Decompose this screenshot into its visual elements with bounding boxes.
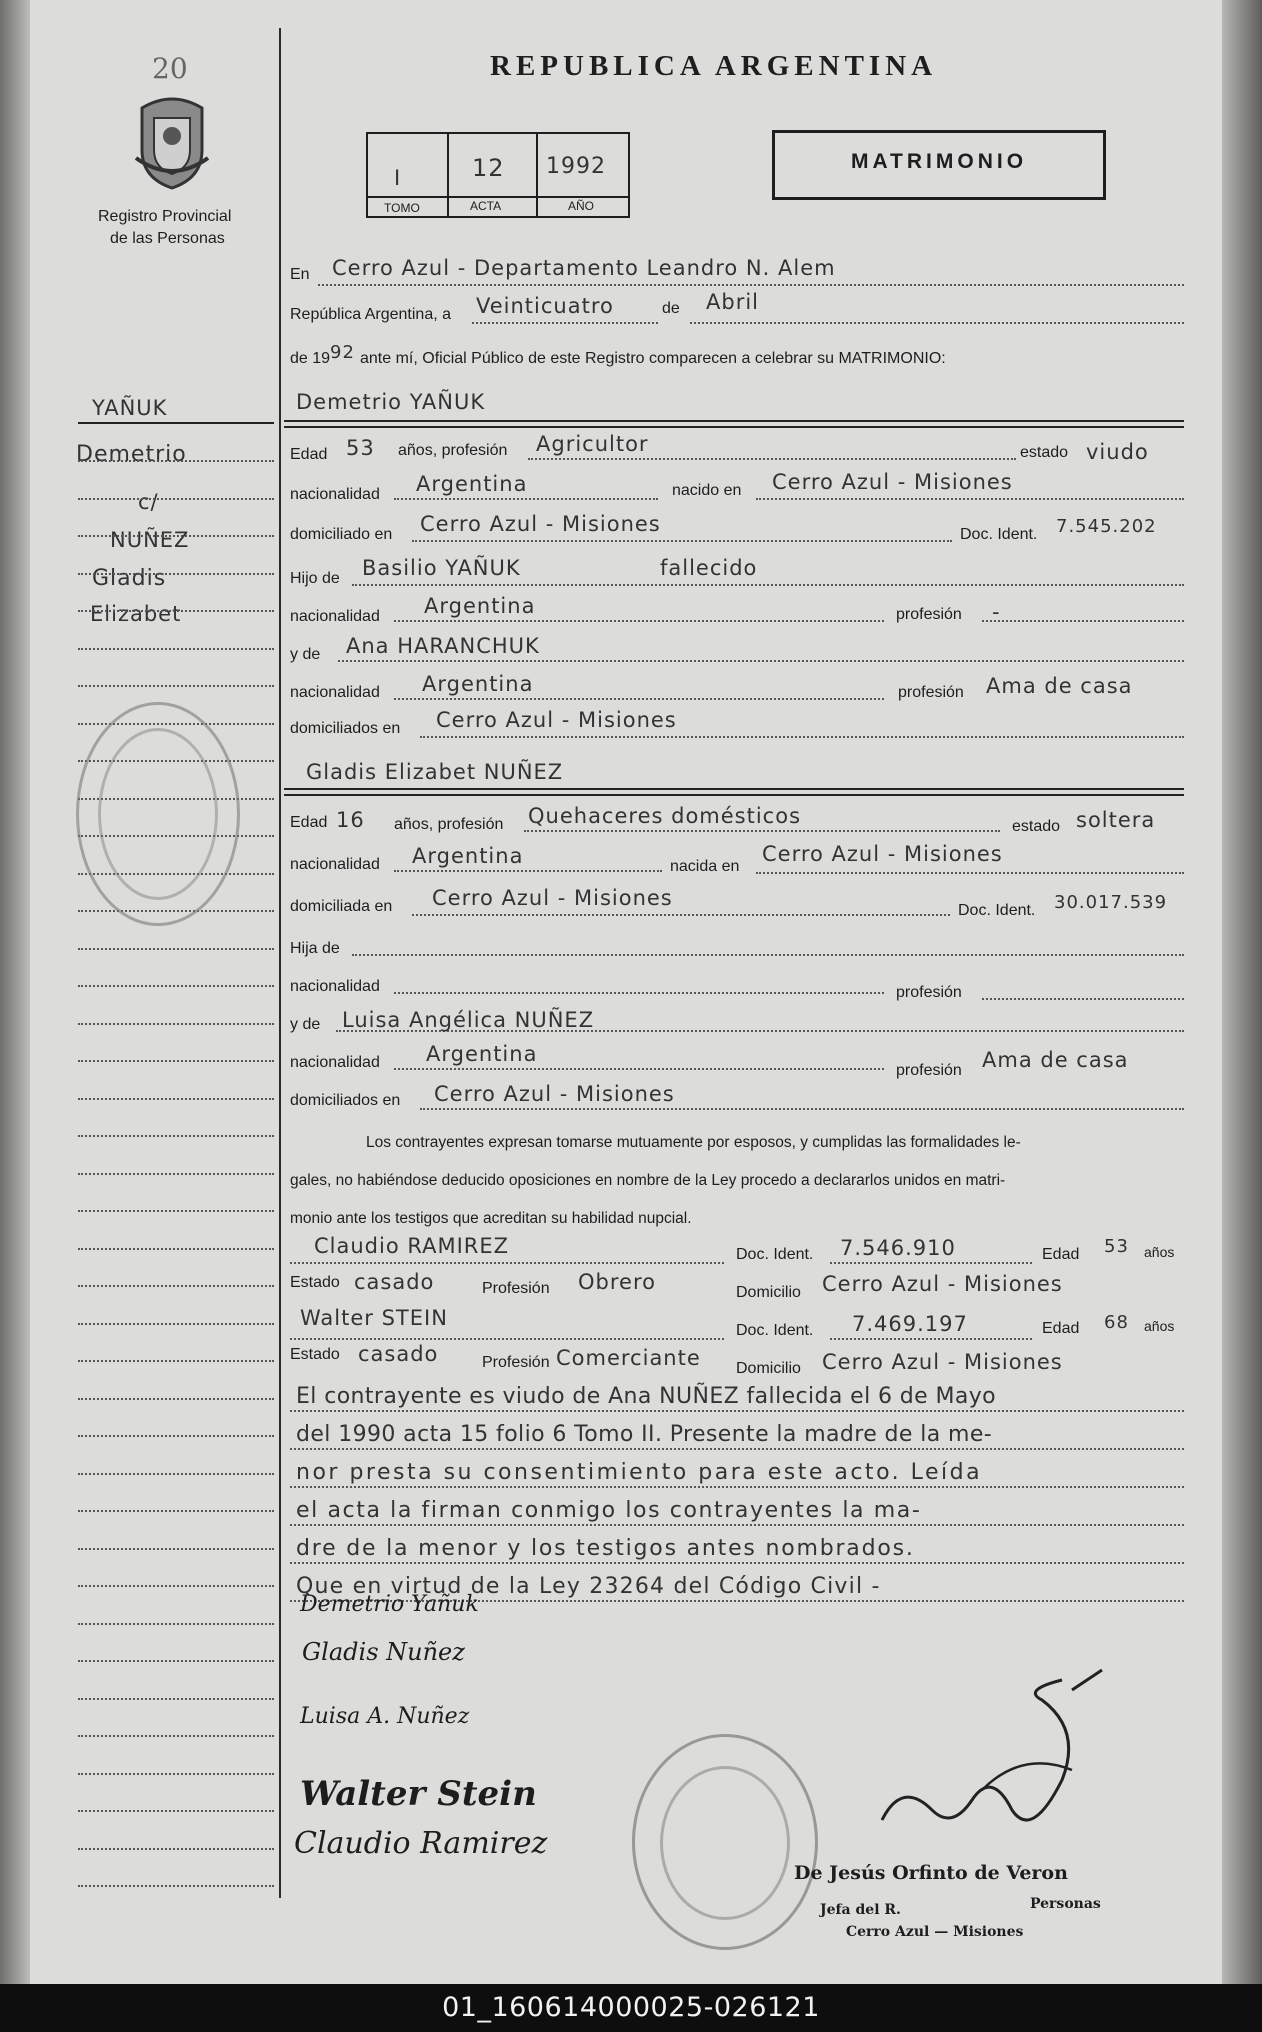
label-nacionalidad: nacionalidad — [290, 856, 380, 873]
label-doc-ident: Doc. Ident. — [736, 1246, 814, 1263]
label-domiciliada-en: domiciliada en — [290, 898, 393, 915]
bride-mother-profession: Ama de casa — [982, 1048, 1129, 1072]
record-box-divider — [447, 132, 449, 218]
registry-name-line2: de las Personas — [110, 230, 225, 247]
margin-divider — [279, 28, 281, 1898]
note-line: dre de la menor y los testigos antes nombrados. — [296, 1536, 915, 1561]
groom-mother-nationality: Argentina — [422, 672, 534, 696]
witness2-doc: 7.469.197 — [852, 1312, 968, 1336]
witness2-domicile: Cerro Azul - Misiones — [822, 1350, 1063, 1374]
margin-ruled-line — [78, 1810, 274, 1812]
margin-ruled-line — [78, 985, 274, 987]
margin-ruled-line — [78, 573, 274, 575]
signature-witness2: Walter Stein — [300, 1774, 537, 1814]
groom-father-profession-line — [982, 620, 1184, 622]
note-ruled-line — [290, 1524, 1184, 1526]
margin-ruled-line — [78, 1548, 274, 1550]
acta-label: ACTA — [470, 199, 502, 213]
margin-ruled-line — [78, 535, 274, 537]
note-line: El contrayente es viudo de Ana NUÑEZ fallecida el 6 de Mayo — [296, 1384, 997, 1409]
groom-father-note: fallecido — [660, 556, 758, 580]
label-profesion: profesión — [896, 984, 962, 1001]
groom-domicile: Cerro Azul - Misiones — [420, 512, 661, 536]
margin-underline — [78, 422, 274, 424]
witness2-doc-line — [830, 1338, 1032, 1340]
label-profesion: profesión — [896, 1062, 962, 1079]
bride-father-profession-line — [982, 998, 1184, 1000]
label-doc-ident: Doc. Ident. — [958, 902, 1036, 919]
margin-ruled-line — [78, 1098, 274, 1100]
margin-ruled-line — [78, 498, 274, 500]
groom-parents-domicile-line — [420, 736, 1184, 738]
margin-ruled-line — [78, 1735, 274, 1737]
bride-profession-line — [524, 830, 1000, 832]
margin-ruled-line — [78, 1135, 274, 1137]
groom-section-top-line — [284, 420, 1184, 422]
witness2-status: casado — [358, 1342, 439, 1366]
margin-ruled-line — [78, 1398, 274, 1400]
witness2-age: 68 — [1104, 1312, 1129, 1333]
label-edad: Edad — [1042, 1246, 1080, 1263]
page-number: 20 — [152, 52, 188, 85]
groom-mother-nationality-line — [394, 698, 884, 700]
groom-profession: Agricultor — [536, 432, 649, 456]
margin-ruled-line — [78, 1023, 274, 1025]
label-profesion: profesión — [898, 684, 964, 701]
label-domicilio: Domicilio — [736, 1284, 801, 1301]
margin-ruled-line — [78, 1885, 274, 1887]
tomo-value: I — [394, 166, 402, 190]
witness1-domicile: Cerro Azul - Misiones — [822, 1272, 1063, 1296]
groom-parents-domicile: Cerro Azul - Misiones — [436, 708, 677, 732]
bride-father-nationality-line — [394, 992, 884, 994]
margin-bride-name1: Gladis — [92, 566, 167, 591]
record-type-label: MATRIMONIO — [850, 150, 1028, 173]
groom-doc-ident: 7.545.202 — [1056, 516, 1157, 537]
label-domiciliados-en: domiciliados en — [290, 1092, 401, 1109]
margin-connector: c/ — [138, 490, 159, 514]
groom-father-line — [352, 584, 1184, 586]
signature-groom: Demetrio Yañuk — [300, 1592, 479, 1617]
tomo-label: TOMO — [384, 201, 420, 215]
bride-domicile: Cerro Azul - Misiones — [432, 886, 673, 910]
label-nacionalidad: nacionalidad — [290, 978, 380, 995]
label-nacida-en: nacida en — [670, 858, 740, 875]
page-right-edge — [1222, 0, 1262, 1984]
label-estado: estado — [1012, 818, 1061, 835]
bride-status: soltera — [1076, 808, 1156, 832]
bride-mother-nationality-line — [394, 1068, 884, 1070]
groom-birthplace-line — [756, 498, 1184, 500]
margin-ruled-line — [78, 1510, 274, 1512]
note-line: nor presta su consentimiento para este acto. Leída — [296, 1460, 983, 1485]
record-box-divider — [366, 196, 630, 198]
bride-nationality-line — [394, 870, 662, 872]
groom-nationality: Argentina — [416, 472, 528, 496]
label-anos: años — [1144, 1318, 1175, 1334]
intro-place: Cerro Azul - Departamento Leandro N. Alem — [332, 256, 836, 280]
bride-section-top-line — [284, 788, 1184, 790]
margin-ruled-line — [78, 1473, 274, 1475]
margin-groom-name: Demetrio — [76, 442, 187, 467]
image-identifier: 01_160614000025-026121 — [0, 1984, 1262, 2032]
label-nacionalidad: nacionalidad — [290, 684, 380, 701]
margin-ruled-line — [78, 1435, 274, 1437]
signature-witness1: Claudio Ramirez — [294, 1826, 548, 1861]
margin-ruled-line — [78, 610, 274, 612]
bride-section-bottom-line — [284, 794, 1184, 796]
margin-ruled-line — [78, 1585, 274, 1587]
bride-parents-domicile: Cerro Azul - Misiones — [434, 1082, 675, 1106]
label-hija-de: Hija de — [290, 940, 340, 957]
label-estado: Estado — [290, 1274, 340, 1291]
bride-full-name: Gladis Elizabet NUÑEZ — [306, 760, 564, 784]
bride-doc-ident: 30.017.539 — [1054, 892, 1168, 913]
witness2-name: Walter STEIN — [300, 1306, 448, 1330]
margin-bride-name2: Elizabet — [90, 602, 182, 626]
signature-bride: Gladis Nuñez — [302, 1638, 465, 1666]
margin-bride-surname: NUÑEZ — [110, 528, 190, 552]
margin-ruled-line — [78, 948, 274, 950]
label-nacido-en: nacido en — [672, 482, 742, 499]
bride-age: 16 — [336, 808, 365, 832]
note-line: del 1990 acta 15 folio 6 Tomo II. Presente la madre de la me- — [296, 1422, 993, 1447]
groom-birthplace: Cerro Azul - Misiones — [772, 470, 1013, 494]
margin-ruled-line — [78, 1060, 274, 1062]
note-ruled-line — [290, 1448, 1184, 1450]
witness1-name: Claudio RAMIREZ — [314, 1234, 510, 1258]
coat-of-arms-icon — [130, 88, 214, 192]
groom-father-nationality: Argentina — [424, 594, 536, 618]
label-estado: Estado — [290, 1346, 340, 1363]
witness1-status: casado — [354, 1270, 435, 1294]
margin-ruled-line — [78, 460, 274, 462]
groom-mother-profession: Ama de casa — [986, 674, 1133, 698]
official-title: Jefa del R. — [820, 1902, 901, 1918]
witness2-profession: Comerciante — [556, 1346, 701, 1370]
label-y-de: y de — [290, 1016, 321, 1033]
signature-bride-mother: Luisa A. Nuñez — [300, 1704, 470, 1729]
label-profesion: profesión — [896, 606, 962, 623]
label-republica: República Argentina, a — [290, 306, 451, 323]
groom-father-profession: - — [992, 600, 1001, 624]
registry-name-line1: Registro Provincial — [98, 208, 232, 225]
label-ante-mi: ante mí, Oficial Público de este Registro comparecen a celebrar su MATRIMONIO: — [360, 350, 946, 367]
bride-birthplace: Cerro Azul - Misiones — [762, 842, 1003, 866]
book-binding-shadow — [0, 0, 30, 1984]
groom-mother: Ana HARANCHUK — [346, 634, 540, 658]
margin-ruled-line — [78, 685, 274, 687]
label-profesion: Profesión — [482, 1280, 550, 1297]
place-line — [318, 284, 1184, 286]
margin-groom-surname: YAÑUK — [92, 396, 168, 420]
official-office: Personas — [1030, 1896, 1101, 1912]
label-domicilio: Domicilio — [736, 1360, 801, 1377]
margin-ruled-line — [78, 648, 274, 650]
official-signature-scribble — [862, 1660, 1122, 1850]
margin-ruled-line — [78, 1848, 274, 1850]
groom-domicile-line — [412, 540, 952, 542]
label-edad: Edad — [1042, 1320, 1080, 1337]
margin-ruled-line — [78, 1360, 274, 1362]
groom-full-name: Demetrio YAÑUK — [296, 390, 486, 414]
note-ruled-line — [290, 1486, 1184, 1488]
label-nacionalidad: nacionalidad — [290, 486, 380, 503]
note-line: el acta la firman conmigo los contrayentes la ma- — [296, 1498, 922, 1523]
margin-ruled-line — [78, 1285, 274, 1287]
margin-stamp-inner — [98, 728, 218, 900]
groom-section-bottom-line — [284, 426, 1184, 428]
declaration-line3: monio ante los testigos que acreditan su habilidad nupcial. — [290, 1210, 692, 1227]
label-y-de: y de — [290, 646, 321, 663]
groom-father-nationality-line — [394, 620, 884, 622]
margin-ruled-line — [78, 1248, 274, 1250]
official-name: De Jesús Orfinto de Veron — [794, 1862, 1068, 1884]
month-line — [690, 322, 1184, 324]
label-edad: Edad — [290, 446, 328, 463]
label-de-anio: de 19 — [290, 350, 331, 367]
bride-birthplace-line — [756, 872, 1184, 874]
groom-age: 53 — [346, 436, 375, 460]
label-de: de — [662, 300, 680, 317]
ano-label: AÑO — [568, 199, 595, 213]
witness1-profession: Obrero — [578, 1270, 656, 1294]
label-edad: Edad — [290, 814, 328, 831]
label-en: En — [290, 266, 310, 283]
label-doc-ident: Doc. Ident. — [960, 526, 1038, 543]
margin-ruled-line — [78, 1173, 274, 1175]
margin-ruled-line — [78, 1323, 274, 1325]
label-estado: estado — [1020, 444, 1069, 461]
intro-year: 92 — [330, 342, 355, 363]
country-title: REPUBLICA ARGENTINA — [490, 50, 938, 82]
margin-ruled-line — [78, 1623, 274, 1625]
note-ruled-line — [290, 1562, 1184, 1564]
note-line: Que en virtud de la Ley 23264 del Código Civil - — [296, 1574, 881, 1599]
bride-profession: Quehaceres domésticos — [528, 804, 802, 828]
label-anos: años — [1144, 1244, 1175, 1260]
witness1-doc-line — [830, 1262, 1032, 1264]
label-anos-profesion: años, profesión — [398, 442, 508, 459]
official-location: Cerro Azul — Misiones — [846, 1924, 1024, 1940]
official-round-stamp-inner — [660, 1766, 790, 1920]
bride-domicile-line — [412, 914, 950, 916]
acta-value: 12 — [472, 154, 505, 182]
label-domiciliados-en: domiciliados en — [290, 720, 401, 737]
bride-mother: Luisa Angélica NUÑEZ — [342, 1008, 595, 1032]
bride-parents-domicile-line — [420, 1108, 1184, 1110]
day-line — [472, 322, 658, 324]
witness1-doc: 7.546.910 — [840, 1236, 956, 1260]
intro-month: Abril — [706, 290, 759, 314]
intro-day: Veinticuatro — [476, 294, 614, 318]
label-nacionalidad: nacionalidad — [290, 1054, 380, 1071]
groom-profession-line — [528, 458, 1016, 460]
label-nacionalidad: nacionalidad — [290, 608, 380, 625]
margin-ruled-line — [78, 1698, 274, 1700]
margin-ruled-line — [78, 1660, 274, 1662]
witness2-name-line — [290, 1338, 724, 1340]
label-doc-ident: Doc. Ident. — [736, 1322, 814, 1339]
declaration-line1: Los contrayentes expresan tomarse mutuamente por esposos, y cumplidas las formalidades le- — [366, 1134, 1021, 1151]
bride-mother-nationality: Argentina — [426, 1042, 538, 1066]
bride-nationality: Argentina — [412, 844, 524, 868]
groom-mother-line — [338, 660, 1184, 662]
ano-value: 1992 — [546, 154, 606, 179]
witness1-name-line — [290, 1262, 724, 1264]
margin-ruled-line — [78, 1210, 274, 1212]
note-ruled-line — [290, 1410, 1184, 1412]
label-anos-profesion: años, profesión — [394, 816, 504, 833]
margin-ruled-line — [78, 1773, 274, 1775]
bride-father-line — [352, 954, 1184, 956]
record-box-divider — [536, 132, 538, 218]
declaration-line2: gales, no habiéndose deducido oposiciones en nombre de la Ley procedo a declararlos unidos en matri- — [290, 1172, 1006, 1189]
groom-status: viudo — [1086, 440, 1149, 464]
groom-father: Basilio YAÑUK — [362, 556, 521, 580]
label-profesion: Profesión — [482, 1354, 550, 1371]
witness1-age: 53 — [1104, 1236, 1129, 1257]
label-hijo-de: Hijo de — [290, 570, 340, 587]
groom-nationality-line — [394, 498, 658, 500]
label-domiciliado-en: domiciliado en — [290, 526, 393, 543]
